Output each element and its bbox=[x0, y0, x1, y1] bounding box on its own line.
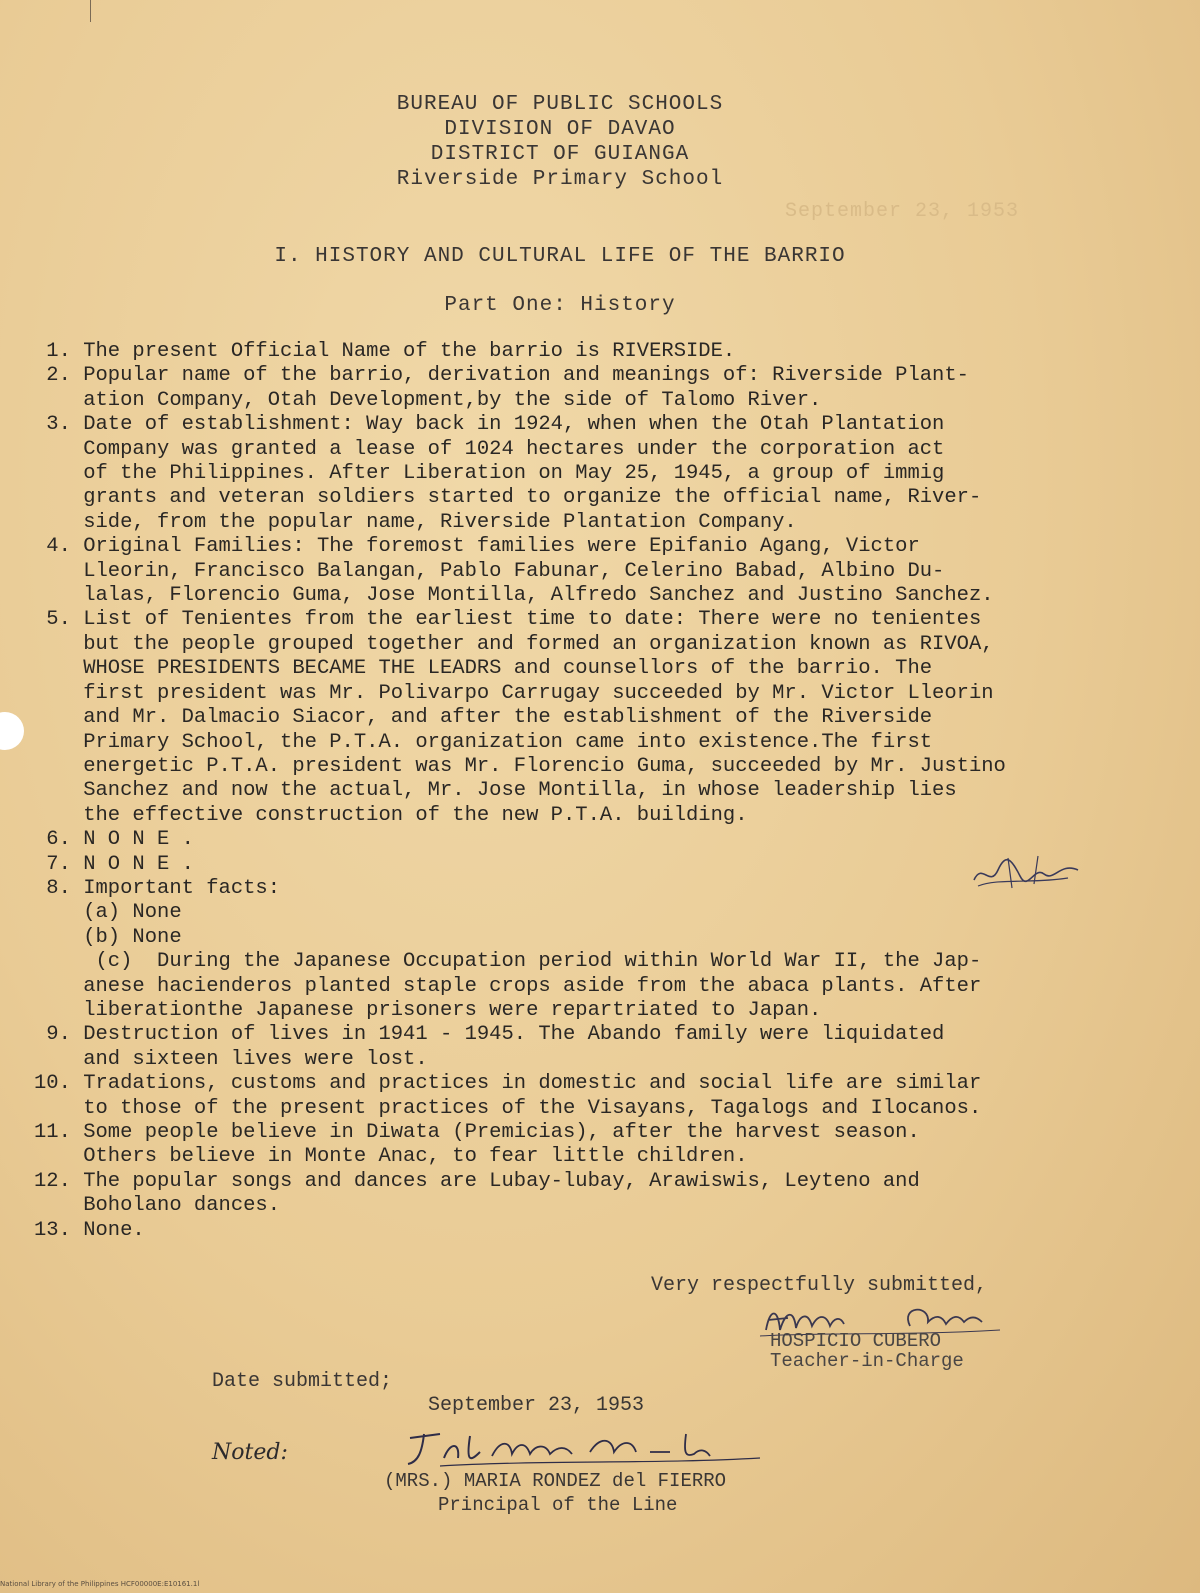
body-line: first president was Mr. Polivarpo Carrugay succeeded by Mr. Victor Lleorin bbox=[34, 681, 994, 705]
body-line: 11. Some people believe in Diwata (Premicias), after the harvest season. bbox=[34, 1121, 920, 1144]
body-line: 7. N O N E . bbox=[34, 852, 194, 876]
body-line: (a) None bbox=[34, 901, 182, 925]
header-school: Riverside Primary School bbox=[396, 168, 724, 191]
initials-scribble bbox=[968, 848, 1088, 898]
date-submitted-label: Date submitted; bbox=[212, 1370, 393, 1393]
archive-footer: National Library of the Philippines HCF00000E:E10161.1l bbox=[0, 1580, 200, 1588]
section-title: I. HISTORY AND CULTURAL LIFE OF THE BARRIO bbox=[274, 245, 846, 268]
principal-signature bbox=[400, 1422, 780, 1472]
margin-mark bbox=[90, 0, 91, 22]
teacher-title: Teacher-in-Charge bbox=[770, 1350, 964, 1372]
body-line: Others believe in Monte Anac, to fear little children. bbox=[34, 1145, 748, 1169]
body-line: 6. N O N E . bbox=[34, 828, 194, 852]
body-line: 3. Date of establishment: Way back in 1924, when when the Otah Plantation bbox=[34, 413, 945, 437]
body-line: side, from the popular name, Riverside Plantation Company. bbox=[34, 510, 797, 534]
body-line: Lleorin, Francisco Balangan, Pablo Fabunar, Celerino Babad, Albino Du- bbox=[34, 559, 945, 583]
body-line: 8. Important facts: bbox=[34, 876, 281, 900]
body-line: (b) None bbox=[34, 925, 182, 949]
body-line: lalas, Florencio Guma, Jose Montilla, Alfredo Sanchez and Justino Sanchez. bbox=[34, 584, 994, 608]
body-line: 10. Tradations, customs and practices in domestic and social life are similar bbox=[34, 1072, 982, 1096]
body-line: 4. Original Families: The foremost families were Epifanio Agang, Victor bbox=[34, 535, 920, 559]
body-line: WHOSE PRESIDENTS BECAME THE LEADRS and counsellors of the barrio. The bbox=[34, 657, 933, 681]
body-line: Primary School, the P.T.A. organization came into existence.The first bbox=[34, 730, 933, 754]
document-header bbox=[0, 92, 1120, 192]
body-line: 2. Popular name of the barrio, derivation and meanings of: Riverside Plant- bbox=[34, 364, 969, 388]
body-line: energetic P.T.A. president was Mr. Florencio Guma, succeeded by Mr. Justino bbox=[34, 754, 1006, 778]
noted-label: Noted: bbox=[212, 1440, 288, 1465]
principal-name: (MRS.) MARIA RONDEZ del FIERRO bbox=[384, 1470, 727, 1492]
header-district: DISTRICT OF GUIANGA bbox=[430, 143, 690, 166]
principal-title: Principal of the Line bbox=[438, 1494, 678, 1516]
body-line: liberationthe Japanese prisoners were repartriated to Japan. bbox=[34, 998, 822, 1022]
body-line: but the people grouped together and formed an organization known as RIVOA, bbox=[34, 632, 994, 656]
body-line: 5. List of Tenientes from the earliest time to date: There were no tenientes bbox=[34, 608, 982, 632]
header-bureau: BUREAU OF PUBLIC SCHOOLS bbox=[396, 93, 724, 116]
body-line: 13. None. bbox=[34, 1218, 145, 1242]
body-line: and Mr. Dalmacio Siacor, and after the establishment of the Riverside bbox=[34, 706, 933, 730]
date-submitted-value: September 23, 1953 bbox=[428, 1394, 645, 1417]
body-line: 12. The popular songs and dances are Lubay-lubay, Arawiswis, Leyteno and bbox=[34, 1169, 920, 1193]
faint-stamp-date: September 23, 1953 bbox=[785, 200, 1020, 223]
body-line: anese hacienderos planted staple crops aside from the abaca plants. After bbox=[34, 974, 982, 998]
body-line: (c) During the Japanese Occupation period within World War II, the Jap- bbox=[34, 950, 982, 974]
body-line: 1. The present Official Name of the barrio is RIVERSIDE. bbox=[34, 340, 736, 363]
body-line: to those of the present practices of the Visayans, Tagalogs and Ilocanos. bbox=[34, 1096, 982, 1120]
body-line: of the Philippines. After Liberation on May 25, 1945, a group of immig bbox=[34, 462, 945, 486]
body-line: grants and veteran soldiers started to organize the official name, River- bbox=[34, 486, 982, 510]
body-line: Boholano dances. bbox=[34, 1194, 281, 1218]
punch-hole bbox=[0, 712, 24, 750]
body-line: the effective construction of the new P.T.A. building. bbox=[34, 803, 748, 827]
part-title: Part One: History bbox=[444, 294, 676, 317]
body-line: Sanchez and now the actual, Mr. Jose Montilla, in whose leadership lies bbox=[34, 779, 957, 803]
body-line: 9. Destruction of lives in 1941 - 1945. The Abando family were liquidated bbox=[34, 1023, 945, 1047]
body-line: and sixteen lives were lost. bbox=[34, 1047, 428, 1071]
header-division: DIVISION OF DAVAO bbox=[444, 118, 676, 141]
body-line: Company was granted a lease of 1024 hectares under the corporation act bbox=[34, 437, 945, 461]
body-line: ation Company, Otah Development,by the side of Talomo River. bbox=[34, 388, 822, 412]
closing-text: Very respectfully submitted, bbox=[651, 1274, 988, 1297]
teacher-name: HOSPICIO CUBERO bbox=[770, 1330, 942, 1352]
history-body bbox=[34, 340, 1164, 1243]
